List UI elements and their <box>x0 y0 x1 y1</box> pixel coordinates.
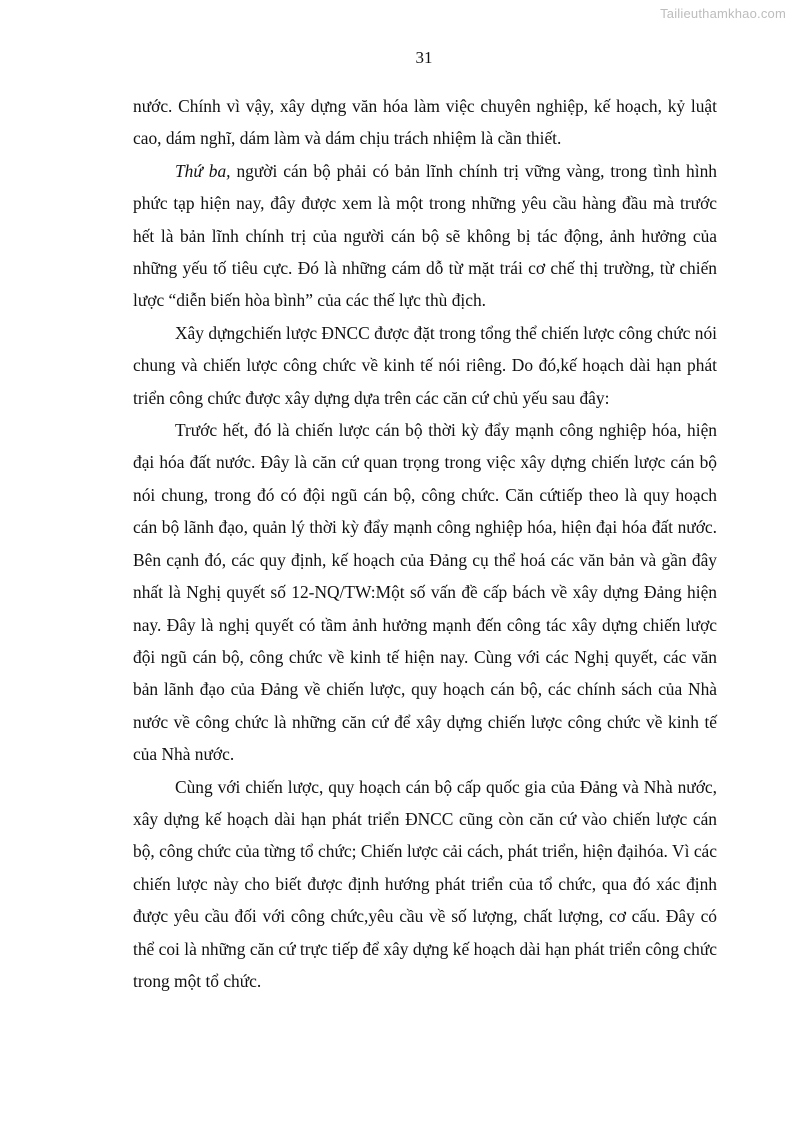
paragraph-2-text: người cán bộ phải có bản lĩnh chính trị vững vàng, trong tình hình phức tạp hiện nay, đây được xem là một trong những yêu cầu hàng đầu mà trước hết là bản lĩnh chính trị của người cán bộ sẽ không bị tác động, ảnh hưởng của những yếu tố tiêu cực. Đó là những cám dỗ từ mặt trái cơ chế thị trường, từ chiến lược “diễn biến hòa bình” của các thế lực thù địch. <box>133 160 717 311</box>
paragraph-1 <box>133 90 717 155</box>
document-body <box>133 90 717 997</box>
paragraph-5 <box>133 771 717 998</box>
paragraph-5-text: Cùng với chiến lược, quy hoạch cán bộ cấp quốc gia của Đảng và Nhà nước, xây dựng kế hoạch dài hạn phát triển ĐNCC cũng còn căn cứ vào chiến lược cán bộ, công chức của từng tổ chức; Chiến lược cải cách, phát triển, hiện đạihóa. Vì các chiến lược này cho biết được định hướng phát triển của tổ chức, qua đó xác định được yêu cầu đối với công chức,yêu cầu về số lượng, chất lượng, cơ cấu. Đây có thể coi là những căn cứ trực tiếp để xây dựng kế hoạch dài hạn phát triển công chức trong một tổ chức. <box>133 776 717 991</box>
paragraph-2 <box>133 155 717 317</box>
paragraph-4-text: Trước hết, đó là chiến lược cán bộ thời kỳ đẩy mạnh công nghiệp hóa, hiện đại hóa đất nước. Đây là căn cứ quan trọng trong việc xây dựng chiến lược cán bộ nói chung, trong đó có đội ngũ cán bộ, công chức. Căn cứtiếp theo là quy hoạch cán bộ lãnh đạo, quản lý thời kỳ đẩy mạnh công nghiệp hóa, hiện đại hóa đất nước. Bên cạnh đó, các quy định, kế hoạch của Đảng cụ thể hoá các văn bản và gần đây nhất là Nghị quyết số 12-NQ/TW:Một số vấn đề cấp bách về xây dựng Đảng hiện nay. Đây là nghị quyết có tầm ảnh hưởng mạnh đến công tác xây dựng chiến lược đội ngũ cán bộ, công chức về kinh tế hiện nay. Cùng với các Nghị quyết, các văn bản lãnh đạo của Đảng về chiến lược, quy hoạch cán bộ, các chính sách của Nhà nước về công chức là những căn cứ để xây dựng chiến lược công chức về kinh tế của Nhà nước. <box>133 420 717 765</box>
paragraph-4 <box>133 414 717 770</box>
watermark: Tailieuthamkhao.com <box>660 6 786 21</box>
paragraph-3-text: Xây dựngchiến lược ĐNCC được đặt trong tổng thể chiến lược công chức nói chung và chiến lược công chức về kinh tế nói riêng. Do đó,kế hoạch dài hạn phát triển công chức được xây dựng dựa trên các căn cứ chủ yếu sau đây: <box>133 322 717 408</box>
paragraph-3 <box>133 317 717 414</box>
page-number: 31 <box>415 48 433 67</box>
paragraph-2-lead: Thứ ba, <box>175 160 231 181</box>
paragraph-1-text: nước. Chính vì vậy, xây dựng văn hóa làm việc chuyên nghiệp, kế hoạch, kỷ luật cao, dám nghĩ, dám làm và dám chịu trách nhiệm là cần thiết. <box>133 96 717 149</box>
